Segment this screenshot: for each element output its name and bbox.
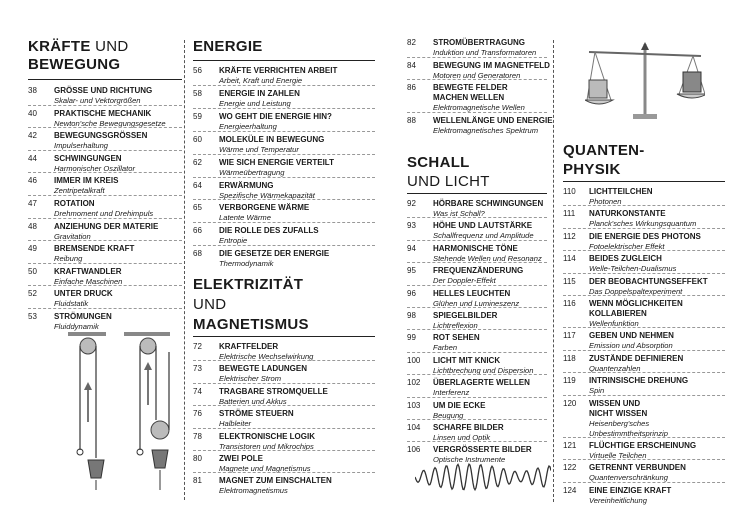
page-number: 48 <box>28 221 37 231</box>
page-number: 116 <box>563 299 576 308</box>
entry-title-line2: KOLLABIEREN <box>589 309 647 318</box>
entry-title: PRAKTISCHE MECHANIK <box>54 108 152 118</box>
entry-divider <box>193 177 375 178</box>
entry-subtitle: Was ist Schall? <box>433 209 485 218</box>
entry-subtitle: Planck'sches Wirkungsquantum <box>589 219 697 229</box>
entry-divider <box>407 329 547 330</box>
entry-divider <box>193 472 375 473</box>
entry-divider <box>563 459 725 460</box>
entry-title: VERGRÖSSERTE BILDER <box>433 445 532 455</box>
entry-subtitle: Interferenz <box>433 388 470 398</box>
entry-title: HÖHE UND LAUTSTÄRKE <box>433 221 533 231</box>
page-number: 103 <box>407 400 421 410</box>
page-number: 81 <box>193 476 202 486</box>
entry-subtitle: Newton'sche Bewegungsgesetze <box>54 118 166 128</box>
page-number: 44 <box>28 153 37 163</box>
entry-title: UM DIE ECKE <box>433 400 486 410</box>
entry-subtitle: Das Doppelspaltexperiment <box>589 286 683 296</box>
entry-divider <box>563 482 725 483</box>
entry-divider <box>407 240 547 241</box>
entry-title: BEIDES ZUGLEICH <box>589 254 662 264</box>
page-number: 99 <box>407 333 416 343</box>
entry-title: MAGNET ZUM EINSCHALTEN <box>219 476 332 486</box>
entry-divider <box>193 450 375 451</box>
entry-title-line2: NICHT WISSEN <box>589 408 648 418</box>
entry-title: DIE ENERGIE DES PHOTONS <box>589 231 701 241</box>
page-number: 49 <box>28 244 37 254</box>
entry-subtitle: Optische Instrumente <box>433 455 506 465</box>
entry-title: DER BEOBACHTUNGSEFFEKT <box>589 276 708 286</box>
entry-title: STROMÜBERTRAGUNG <box>433 38 525 47</box>
page-number: 62 <box>193 157 202 167</box>
page-number: 74 <box>193 386 202 396</box>
page-number: 52 <box>28 289 37 299</box>
column-divider-right <box>553 40 554 502</box>
page-number: 95 <box>407 266 416 276</box>
entry-title: SCHARFE BILDER <box>433 423 504 432</box>
page-number: 96 <box>407 288 416 298</box>
entry-title: ROT SEHEN <box>433 333 480 343</box>
entry-divider <box>193 360 375 361</box>
entry-title-line2: MACHEN WELLEN <box>433 93 505 102</box>
section-rule <box>407 193 547 194</box>
entry-subtitle: Wellenfunktion <box>589 319 639 328</box>
entry-title: BEWEGTE FELDER <box>433 83 508 92</box>
page-number: 56 <box>193 66 202 75</box>
entry-subtitle: Wärmeübertragung <box>219 167 285 177</box>
page-number: 58 <box>193 88 202 98</box>
column-divider-left <box>184 40 185 500</box>
entry-subtitle: Elektrische Wechselwirkung <box>219 352 314 361</box>
page-number: 110 <box>563 187 576 196</box>
section-title-energie: ENERGIE <box>193 38 263 55</box>
entry-subtitle: Einfache Maschinen <box>54 276 123 286</box>
page-number: 72 <box>193 342 202 351</box>
page-number: 88 <box>407 115 416 125</box>
page-number: 73 <box>193 364 202 374</box>
entry-subtitle: Magnete und Magnetismus <box>219 464 311 473</box>
entry-title: GEBEN UND NEHMEN <box>589 331 674 341</box>
page-number: 117 <box>563 331 576 341</box>
entry-title: ZUSTÄNDE DEFINIEREN <box>589 353 684 363</box>
entry-subtitle: Gravitation <box>54 231 91 241</box>
entry-subtitle: Latente Wärme <box>219 213 271 223</box>
entry-title: EINE EINZIGE KRAFT <box>589 485 672 495</box>
entry-divider <box>407 352 547 353</box>
entry-divider <box>407 397 547 398</box>
entry-divider <box>407 79 547 80</box>
entry-title: ZWEI POLE <box>219 454 263 463</box>
entry-divider <box>407 112 547 113</box>
entry-subtitle: Transistoren und Mikrochips <box>219 441 314 451</box>
entry-subtitle: Energie und Leistung <box>219 98 291 108</box>
section-title-quantenphysik: QUANTEN- PHYSIK <box>563 142 645 178</box>
entry-title: LICHTTEILCHEN <box>589 187 653 196</box>
entry-subtitle: Der Doppler-Effekt <box>433 276 496 286</box>
entry-divider <box>193 154 375 155</box>
entry-title: ERWÄRMUNG <box>219 180 274 190</box>
entry-subtitle: Elektrischer Strom <box>219 374 282 384</box>
entry-subtitle: Emission und Absorption <box>589 341 673 351</box>
page-number: 84 <box>407 60 416 70</box>
page-number: 124 <box>563 485 577 495</box>
page-number: 112 <box>563 231 576 241</box>
entry-subtitle: Skalar- und Vektorgrößen <box>54 96 141 105</box>
entry-title: MOLEKÜLE IN BEWEGUNG <box>219 134 325 144</box>
entry-divider <box>563 228 725 229</box>
entry-subtitle: Energieerhaltung <box>219 121 277 131</box>
section-title-schall: SCHALL UND LICHT <box>407 154 490 190</box>
entry-subtitle: Stehende Wellen und Resonanz <box>433 253 542 263</box>
entry-subtitle: Lichtbrechung und Dispersion <box>433 365 534 375</box>
page-number: 106 <box>407 445 421 455</box>
page-number: 76 <box>193 409 202 419</box>
entry-subtitle: Heisenberg'sches <box>589 418 650 428</box>
entry-divider <box>193 428 375 429</box>
balance-scale-illustration <box>585 40 705 120</box>
entry-title: DIE ROLLE DES ZUFALLS <box>219 226 319 236</box>
entry-subtitle: Spezifische Wärmekapazität <box>219 190 315 200</box>
entry-divider <box>28 172 182 173</box>
entry-subtitle: Schallfrequenz und Amplitude <box>433 231 534 241</box>
section-rule <box>193 336 375 337</box>
pulley-illustration <box>68 330 178 495</box>
page-number: 78 <box>193 431 202 441</box>
page-number: 40 <box>28 108 37 118</box>
entry-divider <box>193 405 375 406</box>
entry-title: BEWEGUNGSGRÖSSEN <box>54 131 148 141</box>
entry-title: ELEKTRONISCHE LOGIK <box>219 431 316 441</box>
page-number: 93 <box>407 221 416 231</box>
entry-subtitle: Elektromagnetische Wellen <box>433 103 525 112</box>
entry-subtitle: Quantenverschränkung <box>589 473 668 483</box>
page-number: 46 <box>28 176 37 186</box>
page-number: 100 <box>407 355 421 365</box>
entry-subtitle: Harmonischer Oszillator <box>54 163 136 173</box>
page-number: 42 <box>28 131 37 141</box>
entry-title: ÜBERLAGERTE WELLEN <box>433 378 530 388</box>
entry-title: SCHWINGUNGEN <box>54 153 122 163</box>
entry-divider <box>193 85 375 86</box>
entry-title: TRAGBARE STROMQUELLE <box>219 386 328 396</box>
section-rule <box>563 181 725 182</box>
entry-subtitle: Batterien und Akkus <box>219 396 287 406</box>
page-number: 65 <box>193 203 202 213</box>
entry-title: GETRENNT VERBUNDEN <box>589 463 686 473</box>
page-number: 111 <box>563 209 576 219</box>
page-number: 119 <box>563 376 576 386</box>
entry-divider <box>193 131 375 132</box>
entry-subtitle: Drehmoment und Drehimpuls <box>54 209 154 218</box>
entry-title: WENN MÖGLICHKEITEN <box>589 299 683 308</box>
entry-title: GRÖSSE UND RICHTUNG <box>54 86 153 95</box>
entry-title: DIE GESETZE DER ENERGIE <box>219 249 330 259</box>
entry-subtitle-line2: Unbestimmtheitsprinzip <box>589 428 668 438</box>
entry-subtitle: Elektromagnetismus <box>219 486 288 496</box>
entry-divider <box>407 285 547 286</box>
entry-divider <box>563 295 725 296</box>
entry-subtitle: Fotoelektrischer Effekt <box>589 241 665 251</box>
entry-divider <box>407 419 547 420</box>
entry-divider <box>193 245 375 246</box>
section-rule <box>28 79 182 80</box>
entry-title: FLÜCHTIGE ERSCHEINUNG <box>589 441 697 450</box>
entry-title: LICHT MIT KNICK <box>433 355 501 365</box>
entry-subtitle: Farben <box>433 343 458 353</box>
entry-divider <box>407 307 547 308</box>
page-number: 38 <box>28 86 37 95</box>
page-number: 80 <box>193 454 202 463</box>
entry-title: KRAFTWANDLER <box>54 266 122 276</box>
entry-divider <box>407 57 547 58</box>
entry-divider <box>193 383 375 384</box>
entry-subtitle: Photonen <box>589 197 622 206</box>
entry-divider <box>193 199 375 200</box>
entry-title: INTRINSISCHE DREHUNG <box>589 376 689 386</box>
entry-title: WISSEN UND <box>589 398 641 408</box>
entry-subtitle: Wärme und Temperatur <box>219 144 299 154</box>
entry-divider <box>407 217 547 218</box>
entry-subtitle: Glühen und Lumineszenz <box>433 298 520 308</box>
page-number: 59 <box>193 111 202 121</box>
entry-divider <box>28 150 182 151</box>
entry-subtitle: Halbleiter <box>219 419 252 429</box>
page-number: 118 <box>563 353 576 363</box>
section-rule <box>193 60 375 61</box>
entry-divider <box>28 308 182 309</box>
entry-title: IMMER IM KREIS <box>54 176 119 186</box>
entry-title: KRÄFTE VERRICHTEN ARBEIT <box>219 66 338 75</box>
entry-divider <box>563 395 725 396</box>
entry-title: WIE SICH ENERGIE VERTEILT <box>219 157 334 167</box>
entry-subtitle: Motoren und Generatoren <box>433 70 521 80</box>
page-number: 86 <box>407 83 416 92</box>
entry-subtitle: Reibung <box>54 254 83 264</box>
entry-subtitle: Welle-Teilchen-Dualismus <box>589 264 677 274</box>
section-title-elektrizitaet: ELEKTRIZITÄT UND MAGNETISMUS <box>193 276 309 333</box>
entry-subtitle: Entropie <box>219 236 248 246</box>
entry-title: ENERGIE IN ZAHLEN <box>219 88 300 98</box>
entry-divider <box>28 195 182 196</box>
sound-wave-illustration <box>415 460 551 494</box>
entry-subtitle: Linsen und Optik <box>433 433 490 442</box>
entry-title: VERBORGENE WÄRME <box>219 203 310 213</box>
entry-divider <box>193 222 375 223</box>
entry-divider <box>563 327 725 328</box>
entry-divider <box>563 273 725 274</box>
entry-subtitle: Spin <box>589 386 605 396</box>
page-number: 115 <box>563 276 576 286</box>
entry-title: BEWEGUNG IM MAGNETFELD <box>433 60 550 70</box>
page-number: 114 <box>563 254 576 264</box>
entry-divider <box>563 250 725 251</box>
section-title-kraefte: KRÄFTE UND BEWEGUNG <box>28 38 129 73</box>
entry-subtitle: Quantenzahlen <box>589 363 641 373</box>
entry-subtitle: Impulserhaltung <box>54 141 109 151</box>
entry-subtitle: Fluidstatik <box>54 299 89 309</box>
page-number: 60 <box>193 134 202 144</box>
page-number: 120 <box>563 398 577 408</box>
page-number: 121 <box>563 441 577 450</box>
entry-divider <box>407 441 547 442</box>
entry-divider <box>563 372 725 373</box>
entry-divider <box>563 437 725 438</box>
entry-subtitle: Vereinheitlichung <box>589 495 647 505</box>
entry-title: HELLES LEUCHTEN <box>433 288 511 298</box>
page-number: 92 <box>407 199 416 208</box>
entry-title: SPIEGELBILDER <box>433 311 498 320</box>
entry-title: HÖRBARE SCHWINGUNGEN <box>433 199 544 208</box>
entry-divider <box>407 374 547 375</box>
page-number: 47 <box>28 199 37 208</box>
entry-subtitle: Fluiddynamik <box>54 322 99 331</box>
entry-title: NATURKONSTANTE <box>589 209 666 219</box>
entry-divider <box>193 108 375 109</box>
page-number: 104 <box>407 423 421 432</box>
entry-title: WELLENLÄNGE UND ENERGIE <box>433 115 553 125</box>
page-number: 66 <box>193 226 202 236</box>
entry-title: FREQUENZÄNDERUNG <box>433 266 524 276</box>
entry-title: UNTER DRUCK <box>54 289 113 299</box>
entry-divider <box>407 262 547 263</box>
entry-title: HARMONISCHE TÖNE <box>433 243 518 253</box>
entry-subtitle: Thermodynamik <box>219 259 274 269</box>
entry-subtitle: Zentripetalkraft <box>54 186 105 196</box>
entry-subtitle: Elektromagnetisches Spektrum <box>433 125 539 135</box>
page-number: 82 <box>407 38 416 47</box>
page-number: 68 <box>193 249 202 259</box>
page-number: 98 <box>407 311 416 320</box>
entry-title: STRÖMUNGEN <box>54 312 112 321</box>
entry-divider <box>563 205 725 206</box>
page-number: 102 <box>407 378 421 388</box>
entry-subtitle: Arbeit, Kraft und Energie <box>219 76 303 85</box>
entry-divider <box>28 285 182 286</box>
entry-title: BREMSENDE KRAFT <box>54 244 135 254</box>
entry-title: KRAFTFELDER <box>219 342 279 351</box>
entry-title: WO GEHT DIE ENERGIE HIN? <box>219 111 332 121</box>
entry-title: ANZIEHUNG DER MATERIE <box>54 221 159 231</box>
page-number: 50 <box>28 266 37 276</box>
entry-divider <box>28 105 182 106</box>
page-number: 64 <box>193 180 202 190</box>
page-number: 94 <box>407 243 416 253</box>
entry-divider <box>28 218 182 219</box>
page-number: 53 <box>28 312 37 321</box>
entry-divider <box>28 263 182 264</box>
entry-divider <box>28 127 182 128</box>
page-number: 122 <box>563 463 577 473</box>
entry-subtitle: Beugung <box>433 410 464 420</box>
entry-title: ROTATION <box>54 199 95 208</box>
entry-title: STRÖME STEUERN <box>219 409 294 419</box>
entry-title: BEWEGTE LADUNGEN <box>219 364 307 374</box>
entry-subtitle: Virtuelle Teilchen <box>589 451 647 460</box>
entry-subtitle: Induktion und Transformatoren <box>433 48 537 57</box>
entry-subtitle: Lichtreflexion <box>433 321 478 330</box>
entry-divider <box>563 350 725 351</box>
entry-divider <box>28 240 182 241</box>
